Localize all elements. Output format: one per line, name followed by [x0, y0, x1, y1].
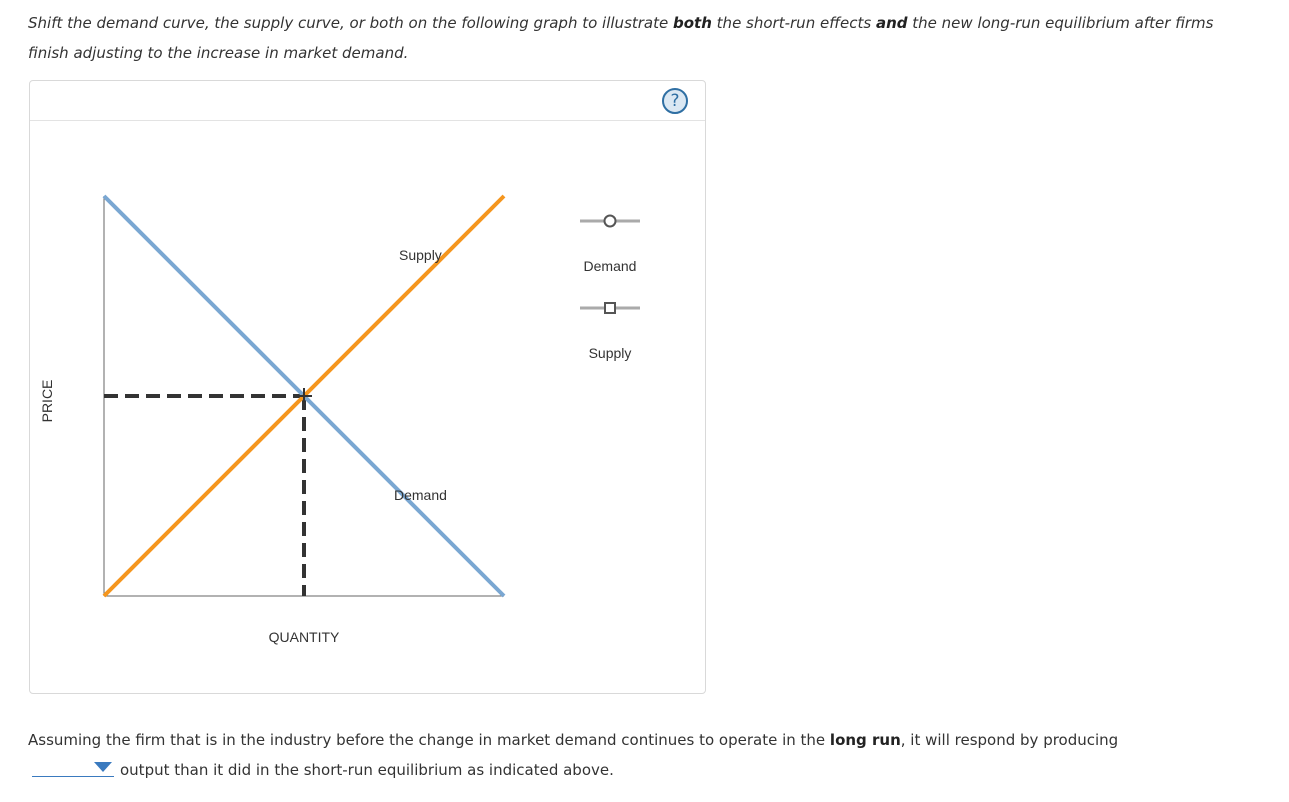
- question-part2: , it will respond by producing: [900, 731, 1119, 749]
- instructions-part2: the short-run effects: [711, 14, 876, 32]
- supply-tool[interactable]: [580, 303, 640, 361]
- x-axis-label: QUANTITY: [268, 629, 340, 645]
- instructions-text: [28, 8, 1228, 68]
- circle-marker-icon: [605, 216, 616, 227]
- square-marker-icon: [605, 303, 615, 313]
- graph-canvas[interactable]: [30, 81, 705, 693]
- demand-tool[interactable]: [580, 216, 640, 275]
- question-part1: Assuming the firm that is in the industry before the change in market demand continues to operate in the: [28, 731, 830, 749]
- demand-curve-label: Demand: [394, 487, 447, 503]
- instructions-part1: Shift the demand curve, the supply curve, or both on the following graph to illustrate: [28, 14, 673, 32]
- question-text: [28, 725, 1268, 785]
- question-part3: output than it did in the short-run equilibrium as indicated above.: [120, 761, 614, 779]
- supply-curve-label: Supply: [399, 247, 442, 263]
- help-icon[interactable]: ?: [662, 88, 688, 114]
- chevron-down-icon: [94, 762, 112, 772]
- demand-tool-label: Demand: [583, 258, 637, 274]
- graph-panel: [29, 80, 706, 694]
- question-bold-long-run: long run: [829, 731, 901, 749]
- instructions-part3: the new long-run equilibrium after firms finish adjusting to the increase in market demand.: [28, 14, 1214, 62]
- supply-tool-label: Supply: [588, 345, 632, 361]
- output-dropdown[interactable]: [32, 758, 114, 777]
- y-axis-label: PRICE: [39, 379, 55, 423]
- instructions-bold-both: both: [673, 14, 712, 32]
- instructions-bold-and: and: [875, 14, 908, 32]
